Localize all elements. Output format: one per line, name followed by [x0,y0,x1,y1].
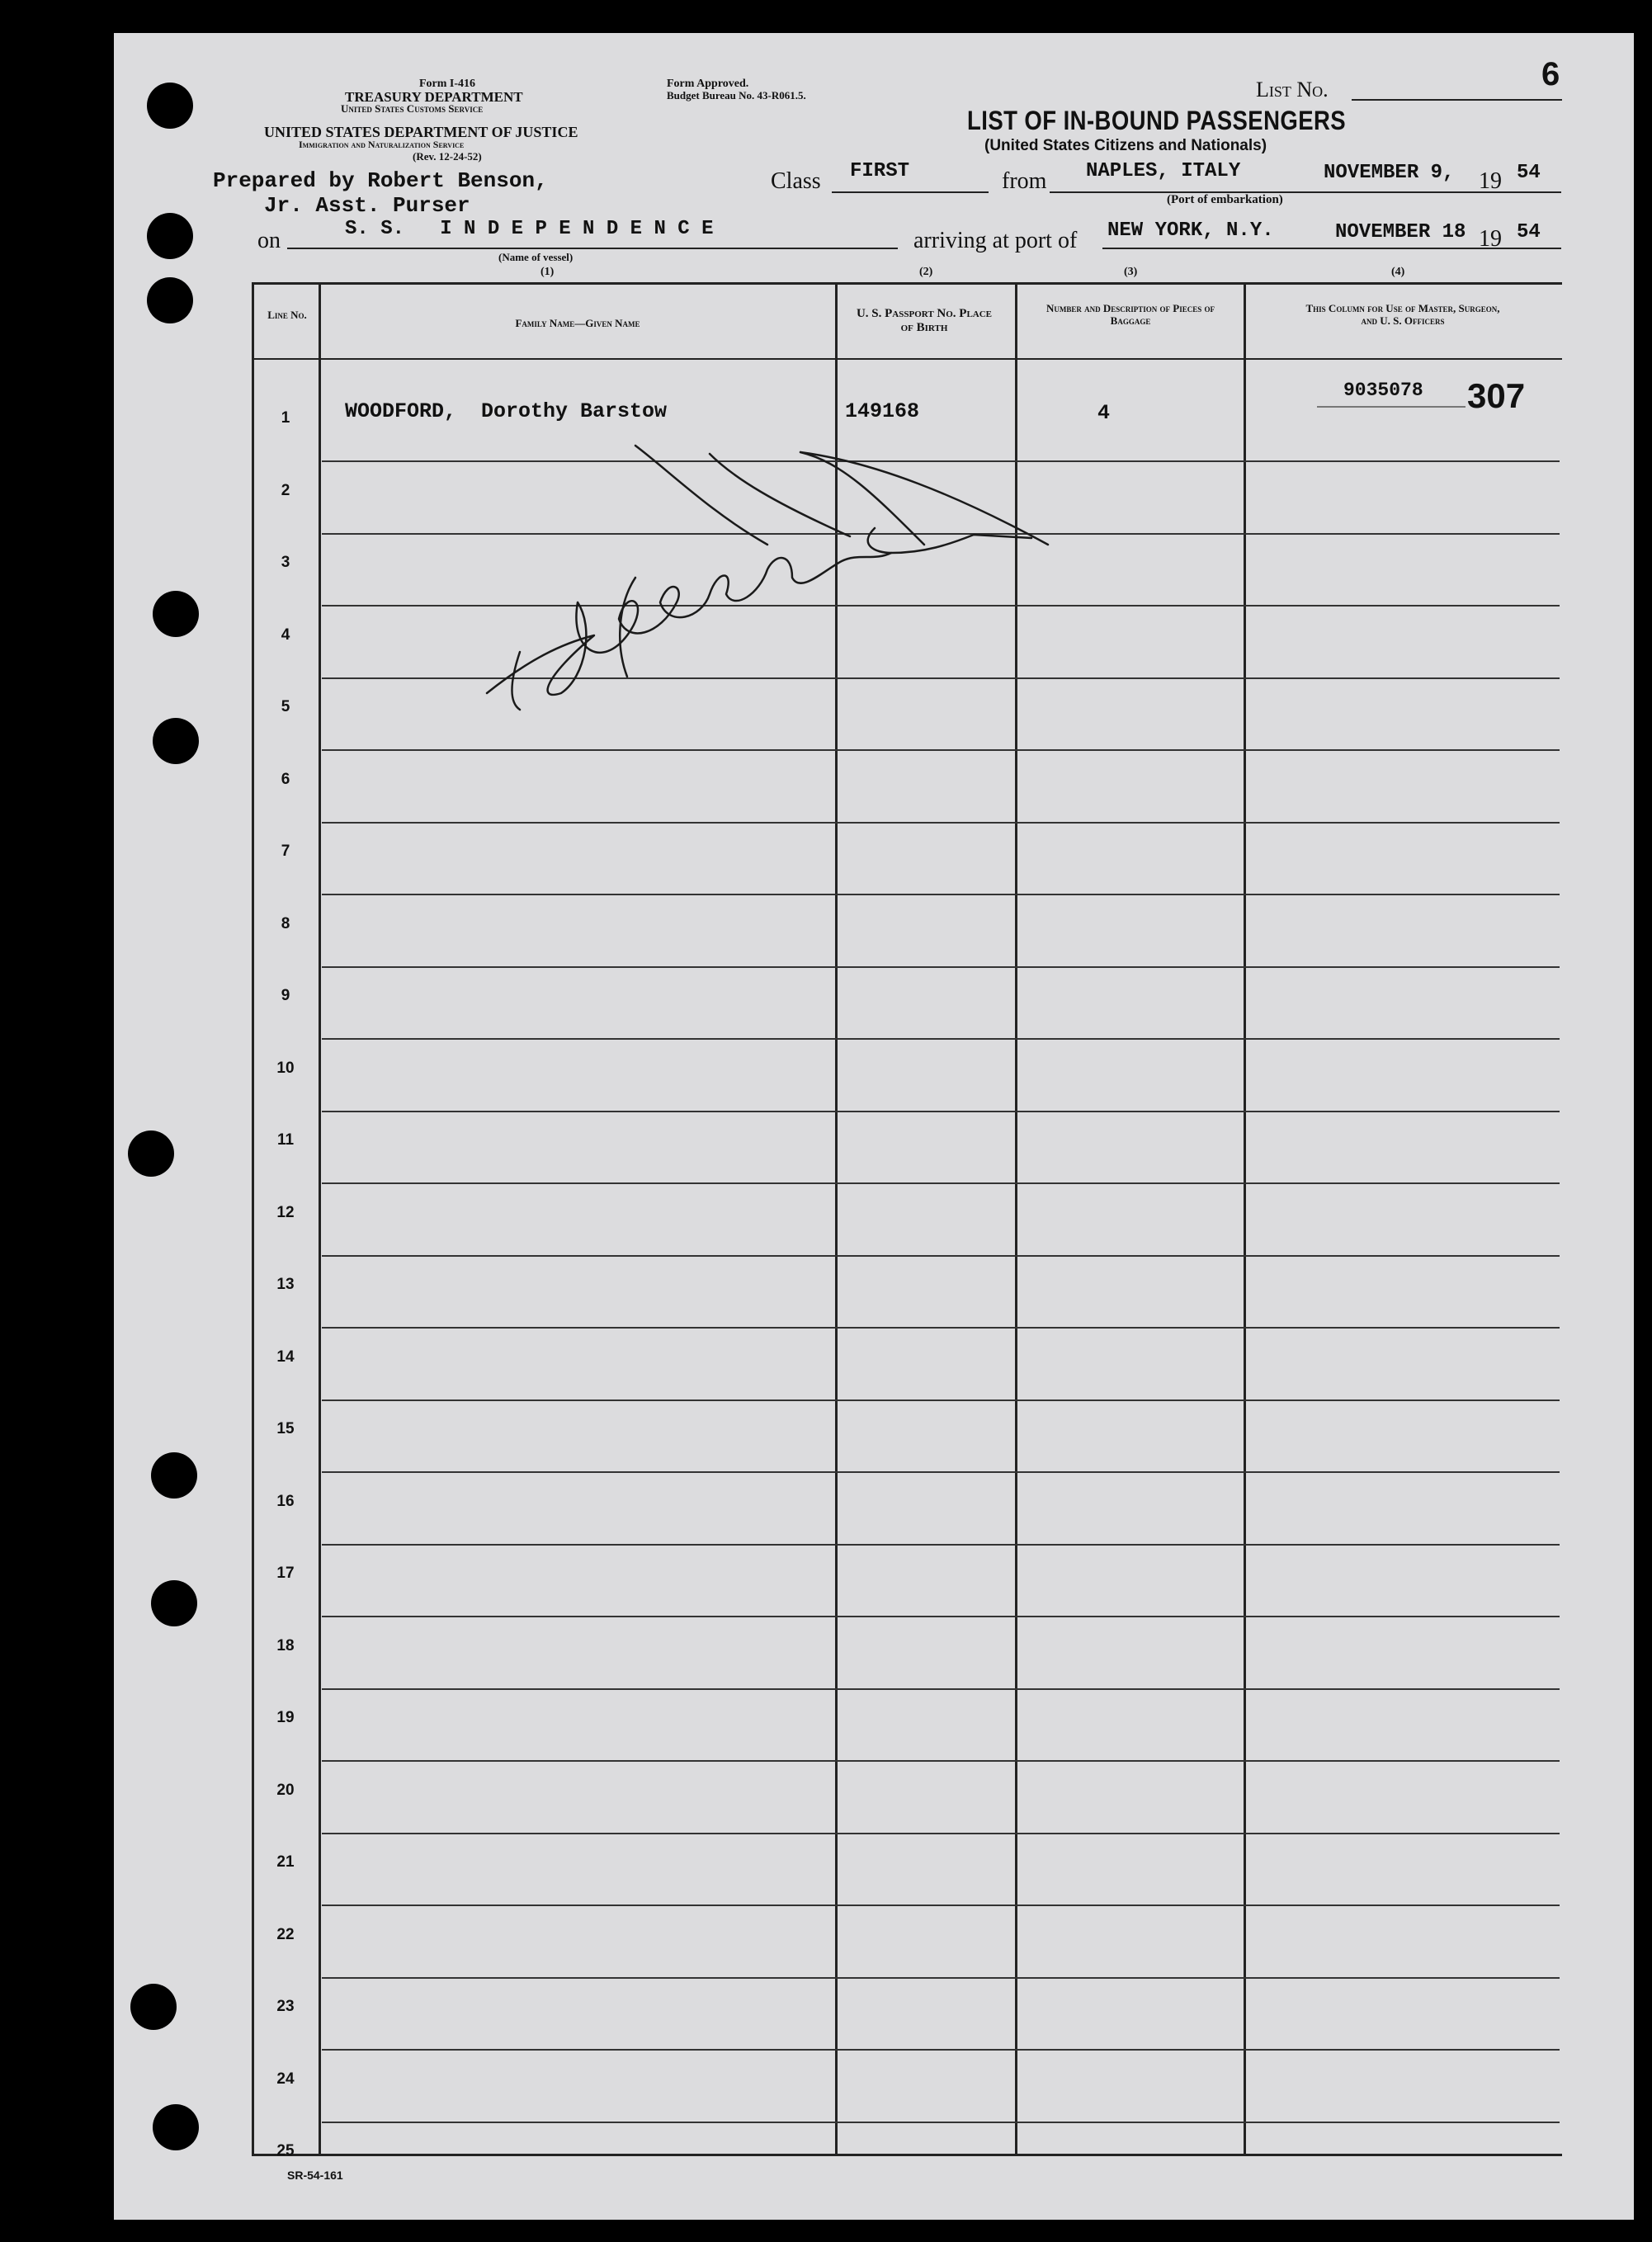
row-number: 19 [276,1709,295,1726]
binder-hole [153,718,199,764]
row-number: 21 [276,1853,295,1871]
row-line [322,1111,1560,1112]
row-number: 13 [276,1276,295,1293]
row-line [322,1905,1560,1906]
col-header-name: Family Name—Given Name [515,317,640,329]
baggage-count: 4 [1097,401,1111,425]
department-justice: UNITED STATES DEPARTMENT OF JUSTICE [264,124,578,140]
row-line [322,749,1560,751]
class-label: Class [771,168,821,194]
row-number: 9 [281,987,290,1004]
passenger-name: WOODFORD, Dorothy Barstow [345,399,668,423]
row-number: 7 [281,843,290,860]
arrival-year-prefix: 19 [1479,226,1502,252]
row-line [322,1833,1560,1834]
from-label: from [1002,168,1047,194]
departure-year-prefix: 19 [1479,168,1502,194]
row-line [322,1544,1560,1546]
row-number: 25 [276,2142,295,2159]
row-number: 6 [281,770,290,788]
row-number: 23 [276,1998,295,2015]
prepared-by: Prepared by Robert Benson, [213,168,548,193]
port-embarkation-note: (Port of embarkation) [1167,193,1283,206]
table-bottom-border [252,2154,1562,2156]
row-line [322,2122,1560,2123]
list-label: List No. [1256,78,1329,101]
from-value: NAPLES, ITALY [1086,160,1241,182]
row-number: 12 [276,1203,295,1221]
on-label: on [257,228,281,253]
binder-hole [151,1452,197,1499]
col-num-1: (1) [540,266,555,278]
row-line [322,1688,1560,1690]
form-approved: Form Approved. [667,78,749,90]
row-line [322,1182,1560,1184]
row-number: 14 [276,1348,295,1366]
binder-hole [130,1984,177,2030]
table-top-border [252,282,1562,285]
row-number: 20 [276,1781,295,1799]
handwritten-signature [462,429,1073,726]
binder-hole [128,1130,174,1177]
binder-hole [151,1580,197,1626]
col-header-officers: This Column for Use of Master, Surgeon, and U. S. Officers [1305,302,1500,327]
row-line [322,822,1560,824]
row-number: 5 [281,698,290,715]
row-line [322,1616,1560,1617]
row-number: 18 [276,1636,295,1654]
header-divider [252,358,1562,360]
officer-stamp: 9035078 [1343,380,1423,401]
arrival-year: 54 [1517,221,1541,243]
row-line [322,1977,1560,1979]
col-num-4: (4) [1391,266,1405,278]
row-line [322,1399,1560,1401]
col-header-baggage: Number and Description of Pieces of Baggage [1046,302,1215,327]
col-header-passport: U. S. Passport No. Place of Birth [856,307,993,334]
row-number: 24 [276,2070,295,2088]
binder-hole [153,591,199,637]
row-number: 17 [276,1565,295,1582]
manifest-page [114,33,1634,2220]
col-header-line-no: Line No. [267,309,307,321]
vessel-note: (Name of vessel) [498,251,573,263]
binder-hole [153,2104,199,2150]
passport-number: 149168 [845,399,920,423]
revision: (Rev. 12-24-52) [413,150,482,163]
immigration-service: Immigration and Naturalization Service [299,139,465,150]
form-subtitle: (United States Citizens and Nationals) [984,137,1267,154]
footer-code: SR-54-161 [287,2169,343,2182]
table-left-border [252,282,254,2155]
customs-service: United States Customs Service [341,102,484,115]
col-num-2: (2) [919,266,933,278]
row-number: 22 [276,1925,295,1943]
row-number: 1 [281,409,290,427]
arrival-date: NOVEMBER 18 [1335,221,1466,243]
department-treasury: TREASURY DEPARTMENT [345,89,523,105]
binder-hole [147,213,193,259]
col-num-3: (3) [1124,266,1138,278]
binder-hole [147,83,193,129]
row-number: 15 [276,1420,295,1437]
budget-bureau: Budget Bureau No. 43-R061.5. [667,89,806,101]
form-number: Form I-416 [419,78,476,90]
row-number: 2 [281,481,290,499]
row-line [322,1471,1560,1473]
row-number: 3 [281,554,290,571]
row-number: 11 [276,1131,295,1149]
form-title: LIST OF IN-BOUND PASSENGERS [967,106,1347,135]
row-line [322,1038,1560,1040]
arrival-port: NEW YORK, N.Y. [1107,219,1274,242]
vessel-name: S. S. I N D E P E N D E N C E [345,218,714,240]
row-number: 4 [281,625,290,644]
list-number: 6 [1541,56,1560,92]
row-line [322,1760,1560,1762]
row-number: 8 [281,914,290,932]
row-line [322,894,1560,895]
prepared-title: Jr. Asst. Purser [264,193,470,218]
row-line [322,1255,1560,1257]
arriving-label: arriving at port of [913,228,1078,253]
class-value: FIRST [850,160,910,182]
row-line [322,1327,1560,1329]
departure-date: NOVEMBER 9, [1324,162,1455,184]
departure-year: 54 [1517,162,1541,184]
row-line [322,966,1560,968]
row-number: 16 [276,1492,295,1510]
binder-hole [147,277,193,323]
row-number: 10 [276,1059,295,1077]
officer-number: 307 [1467,376,1526,415]
row-line [322,2049,1560,2051]
